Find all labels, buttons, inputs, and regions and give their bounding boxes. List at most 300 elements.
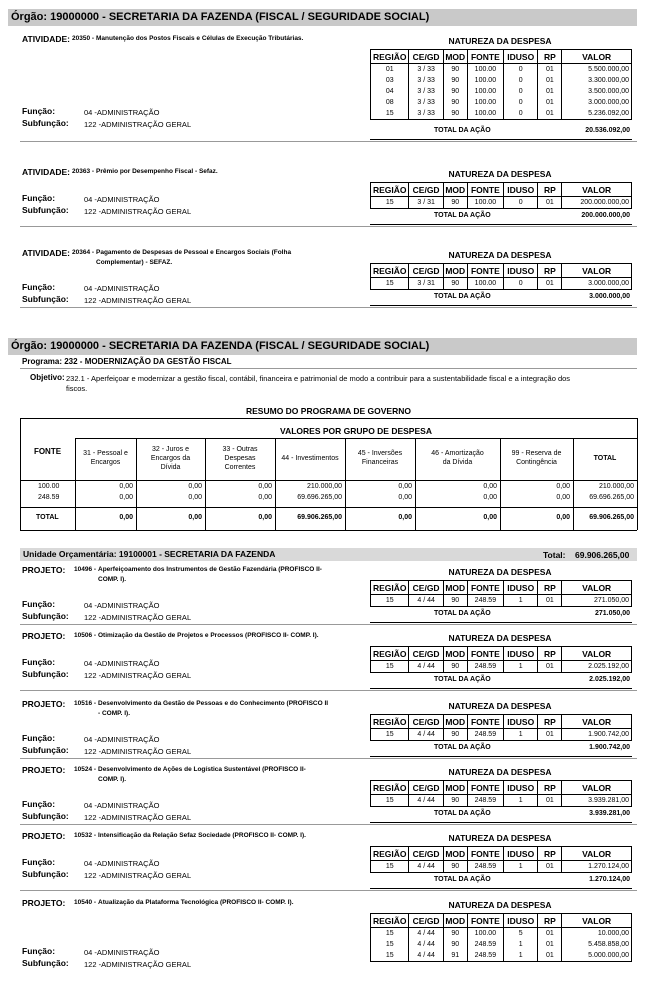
table-cell: 15 — [371, 661, 409, 673]
resumo-cell: 0,00 — [556, 494, 570, 501]
resumo-col-header: TOTAL — [593, 454, 617, 462]
table-cell: 5.000.000,00 — [562, 950, 632, 962]
table-cell: 15 — [371, 939, 409, 950]
total-acao-label: TOTAL DA AÇÃO — [434, 876, 491, 883]
natureza-title: NATUREZA DA DESPESA — [448, 250, 552, 260]
total-acao-value: 1.900.742,00 — [589, 744, 630, 751]
resumo-col-header: Despesas — [224, 454, 256, 462]
table-cell: 01 — [538, 75, 562, 86]
table-cell: 15 — [371, 729, 409, 741]
section-divider — [20, 226, 637, 227]
resumo-cell: 0,00 — [483, 494, 497, 501]
total-acao-label: TOTAL DA AÇÃO — [434, 610, 491, 617]
table-cell: 4 / 44 — [409, 795, 443, 807]
funcao-label: Função: — [22, 282, 56, 292]
funcao-label: Função: — [22, 733, 56, 743]
col-header: RP — [538, 647, 562, 661]
resumo-total-cell: TOTAL — [36, 514, 59, 521]
table-cell: 100.00 — [467, 108, 503, 120]
funcao-label: Função: — [22, 193, 56, 203]
resumo-cell: 0,00 — [258, 494, 272, 501]
resumo-cell: 248.59 — [38, 494, 60, 501]
projeto-code: 10506 - — [74, 632, 97, 639]
subfuncao-value: 122 -ADMINISTRAÇÃO GERAL — [84, 813, 192, 822]
section-divider — [20, 690, 637, 691]
natureza-title: NATUREZA DA DESPESA — [448, 900, 552, 910]
atividade-description: Prêmio por Desempenho Fiscal - Sefaz. — [96, 168, 218, 175]
projeto-description: COMP. I). — [98, 576, 127, 583]
resumo-title: RESUMO DO PROGRAMA DE GOVERNO — [246, 406, 411, 416]
col-header: REGIÃO — [371, 715, 409, 729]
resumo-cell: 0,00 — [119, 494, 133, 501]
table-cell: 3.000.000,00 — [562, 97, 632, 108]
section-divider — [20, 141, 637, 142]
table-row — [371, 795, 632, 807]
total-acao-value: 200.000.000,00 — [581, 212, 630, 219]
resumo-col-header: Dívida — [160, 463, 181, 471]
resumo-cell: 69.696.265,00 — [297, 494, 342, 501]
resumo-cell: 69.696.265,00 — [589, 494, 634, 501]
table-cell: 01 — [538, 197, 562, 209]
column-line — [136, 480, 137, 530]
total-acao-value: 20.536.092,00 — [585, 127, 630, 134]
section-divider — [20, 758, 637, 759]
total-acao-label: TOTAL DA AÇÃO — [434, 676, 491, 683]
table-cell: 15 — [371, 950, 409, 962]
table-cell: 4 / 44 — [409, 939, 443, 950]
resumo-subtitle: VALORES POR GRUPO DE DESPESA — [280, 426, 432, 436]
col-header: VALOR — [562, 647, 632, 661]
table-cell: 100.00 — [467, 197, 503, 209]
resumo-col-header: 31 - Pessoal e — [83, 450, 128, 457]
table-cell: 4 / 44 — [409, 661, 443, 673]
table-cell: 01 — [538, 64, 562, 76]
natureza-table — [370, 846, 632, 873]
projeto-description: Desenvolvimento da Gestão de Pessoas e do Conhecimento (PROFISCO II — [98, 700, 329, 707]
table-cell: 90 — [443, 939, 467, 950]
col-header: VALOR — [562, 715, 632, 729]
table-cell: 4 / 44 — [409, 950, 443, 962]
table-cell: 100.00 — [467, 86, 503, 97]
resumo-col-header: 45 - Inversões — [357, 450, 403, 457]
projeto-description: COMP. I). — [98, 776, 127, 783]
atividade-description: Pagamento de Despesas de Pessoal e Encargos Sociais (Folha — [96, 249, 292, 256]
resumo-cell: 100.00 — [38, 483, 60, 490]
column-line — [275, 480, 276, 530]
table-cell: 15 — [371, 108, 409, 120]
subfuncao-label: Subfunção: — [22, 118, 69, 128]
col-header: CE/GD — [409, 183, 443, 197]
natureza-table — [370, 646, 632, 673]
subfuncao-label: Subfunção: — [22, 294, 69, 304]
total-acao-label: TOTAL DA AÇÃO — [434, 744, 491, 751]
funcao-label: Função: — [22, 657, 56, 667]
resumo-border — [20, 530, 637, 531]
resumo-border — [20, 507, 637, 508]
total-underline — [370, 622, 632, 623]
table-cell: 100.00 — [467, 75, 503, 86]
projeto-description: Otimização da Gestão de Projetos e Processos (PROFISCO II- COMP. I). — [98, 632, 319, 639]
resumo-cell: 210.000,00 — [598, 483, 634, 490]
resumo-total-cell: 0,00 — [556, 514, 570, 521]
funcao-value: 04 -ADMINISTRAÇÃO — [84, 801, 160, 810]
table-cell: 100.00 — [467, 64, 503, 76]
total-acao-value: 2.025.192,00 — [589, 676, 630, 683]
resumo-col-header: Encargos da — [150, 454, 191, 462]
table-cell: 90 — [443, 64, 467, 76]
table-cell: 0 — [504, 108, 538, 120]
projeto-code: 10540 - — [74, 899, 97, 906]
projeto-label: PROJETO: — [22, 631, 66, 641]
resumo-total-cell: 0,00 — [483, 514, 497, 521]
table-row — [371, 278, 632, 290]
table-cell: 4 / 44 — [409, 861, 443, 873]
table-cell: 03 — [371, 75, 409, 86]
table-cell: 0 — [504, 64, 538, 76]
resumo-cell: 0,00 — [258, 483, 272, 490]
col-header: VALOR — [562, 847, 632, 861]
subfuncao-value: 122 -ADMINISTRAÇÃO GERAL — [84, 960, 192, 969]
table-cell: 90 — [443, 729, 467, 741]
natureza-table — [370, 182, 632, 209]
subfuncao-value: 122 -ADMINISTRAÇÃO GERAL — [84, 671, 192, 680]
resumo-total-cell: 69.906.265,00 — [589, 514, 634, 521]
col-header: MOD — [443, 50, 467, 64]
projeto-description: Atualização da Plataforma Tecnológica (PROFISCO II- COMP. I). — [98, 899, 294, 906]
table-cell: 3.939.281,00 — [562, 795, 632, 807]
resumo-col-header: da Dívida — [442, 459, 473, 466]
total-acao-value: 1.270.124,00 — [589, 876, 630, 883]
table-cell: 08 — [371, 97, 409, 108]
objetivo-text: 232.1 - Aperfeiçoar e modernizar a gestão fiscal, contábil, financeira e patrimonial de modo a contribuir para a sustentabilidade fiscal e a integração dos — [66, 374, 571, 383]
unidade-title: Unidade Orçamentária: 19100001 - SECRETARIA DA FAZENDA — [23, 549, 276, 559]
table-cell: 3 / 33 — [409, 75, 443, 86]
projeto-code: 10496 - — [74, 566, 97, 573]
col-header: MOD — [443, 914, 467, 928]
table-row — [371, 928, 632, 940]
natureza-title: NATUREZA DA DESPESA — [448, 36, 552, 46]
natureza-table — [370, 49, 632, 120]
column-line — [20, 418, 21, 530]
col-header: MOD — [443, 647, 467, 661]
col-header: MOD — [443, 183, 467, 197]
table-cell: 248.59 — [467, 795, 503, 807]
col-header: RP — [538, 914, 562, 928]
col-header: REGIÃO — [371, 264, 409, 278]
table-cell: 01 — [538, 97, 562, 108]
col-header: FONTE — [467, 914, 503, 928]
subfuncao-label: Subfunção: — [22, 205, 69, 215]
col-header: RP — [538, 781, 562, 795]
total-underline — [370, 139, 632, 140]
natureza-table — [370, 263, 632, 290]
funcao-value: 04 -ADMINISTRAÇÃO — [84, 659, 160, 668]
table-cell: 90 — [443, 661, 467, 673]
resumo-cell: 0,00 — [398, 494, 412, 501]
col-header: IDUSO — [504, 647, 538, 661]
table-cell: 01 — [538, 795, 562, 807]
table-row — [371, 861, 632, 873]
col-header: FONTE — [467, 183, 503, 197]
table-cell: 90 — [443, 861, 467, 873]
table-row — [371, 86, 632, 97]
col-header: FONTE — [467, 50, 503, 64]
table-cell: 5.458.858,00 — [562, 939, 632, 950]
resumo-cell: 0,00 — [483, 483, 497, 490]
total-acao-label: TOTAL DA AÇÃO — [434, 293, 491, 300]
atividade-code: 20364 - — [72, 249, 95, 256]
col-header: IDUSO — [504, 264, 538, 278]
table-cell: 2.025.192,00 — [562, 661, 632, 673]
subfuncao-value: 122 -ADMINISTRAÇÃO GERAL — [84, 120, 192, 129]
natureza-title: NATUREZA DA DESPESA — [448, 169, 552, 179]
atividade-code: 20350 - — [72, 35, 95, 42]
table-cell: 248.59 — [467, 661, 503, 673]
subfuncao-value: 122 -ADMINISTRAÇÃO GERAL — [84, 613, 192, 622]
table-cell: 3.300.000,00 — [562, 75, 632, 86]
atividade-label: ATIVIDADE: — [22, 248, 71, 258]
projeto-label: PROJETO: — [22, 898, 66, 908]
projeto-description: Desenvolvimento de Ações de Logística Sustentável (PROFISCO II- — [98, 766, 306, 773]
col-header: REGIÃO — [371, 914, 409, 928]
table-cell: 01 — [538, 950, 562, 962]
table-cell: 90 — [443, 795, 467, 807]
resumo-cell: 0,00 — [556, 483, 570, 490]
orgao-header: Órgão: 19000000 - SECRETARIA DA FAZENDA (FISCAL / SEGURIDADE SOCIAL) — [8, 338, 637, 355]
table-cell: 90 — [443, 928, 467, 940]
projeto-description: Intensificação da Relação Sefaz Sociedade (PROFISCO II- COMP. I). — [98, 832, 306, 839]
column-line — [415, 480, 416, 530]
subfuncao-label: Subfunção: — [22, 669, 69, 679]
resumo-total-cell: 69.906.265,00 — [297, 514, 342, 521]
table-cell: 4 / 44 — [409, 928, 443, 940]
objetivo-label: Objetivo: — [30, 373, 65, 382]
col-header: REGIÃO — [371, 847, 409, 861]
projeto-description: - COMP. I). — [98, 710, 131, 717]
col-header: IDUSO — [504, 183, 538, 197]
resumo-cell: 0,00 — [188, 494, 202, 501]
table-cell: 248.59 — [467, 729, 503, 741]
col-header: RP — [538, 715, 562, 729]
table-cell: 5.500.000,00 — [562, 64, 632, 76]
subfuncao-label: Subfunção: — [22, 869, 69, 879]
resumo-total-cell: 0,00 — [119, 514, 133, 521]
resumo-col-header: 33 - Outras — [222, 445, 258, 453]
projeto-label: PROJETO: — [22, 831, 66, 841]
funcao-value: 04 -ADMINISTRAÇÃO — [84, 601, 160, 610]
table-cell: 04 — [371, 86, 409, 97]
section-divider — [20, 824, 637, 825]
funcao-label: Função: — [22, 106, 56, 116]
col-header: RP — [538, 183, 562, 197]
funcao-label: Função: — [22, 799, 56, 809]
table-cell: 01 — [371, 64, 409, 76]
col-header: FONTE — [467, 264, 503, 278]
col-header: MOD — [443, 581, 467, 595]
table-cell: 90 — [443, 278, 467, 290]
col-header: MOD — [443, 847, 467, 861]
section-divider — [20, 307, 637, 308]
table-cell: 90 — [443, 595, 467, 607]
natureza-title: NATUREZA DA DESPESA — [448, 767, 552, 777]
table-row — [371, 197, 632, 209]
col-header: REGIÃO — [371, 183, 409, 197]
column-line — [345, 480, 346, 530]
table-cell: 4 / 44 — [409, 729, 443, 741]
table-cell: 0 — [504, 86, 538, 97]
total-acao-value: 3.939.281,00 — [589, 810, 630, 817]
col-header: FONTE — [467, 781, 503, 795]
subfuncao-value: 122 -ADMINISTRAÇÃO GERAL — [84, 207, 192, 216]
table-cell: 90 — [443, 75, 467, 86]
col-header: VALOR — [562, 914, 632, 928]
table-cell: 248.59 — [467, 595, 503, 607]
col-header: VALOR — [562, 264, 632, 278]
table-cell: 01 — [538, 595, 562, 607]
column-line — [637, 480, 638, 530]
col-header: IDUSO — [504, 847, 538, 861]
table-cell: 248.59 — [467, 939, 503, 950]
table-row — [371, 661, 632, 673]
table-cell: 1.270.124,00 — [562, 861, 632, 873]
col-header: VALOR — [562, 781, 632, 795]
table-row — [371, 64, 632, 76]
col-header: FONTE — [467, 847, 503, 861]
col-header: CE/GD — [409, 715, 443, 729]
table-cell: 3 / 31 — [409, 197, 443, 209]
table-cell: 5.236.092,00 — [562, 108, 632, 120]
funcao-label: Função: — [22, 946, 56, 956]
projeto-label: PROJETO: — [22, 699, 66, 709]
funcao-label: Função: — [22, 857, 56, 867]
resumo-border — [75, 438, 637, 439]
table-cell: 3 / 31 — [409, 278, 443, 290]
col-header: VALOR — [562, 581, 632, 595]
funcao-value: 04 -ADMINISTRAÇÃO — [84, 735, 160, 744]
col-header: FONTE — [467, 715, 503, 729]
projeto-code: 10516 - — [74, 700, 97, 707]
subfuncao-value: 122 -ADMINISTRAÇÃO GERAL — [84, 296, 192, 305]
total-acao-label: TOTAL DA AÇÃO — [434, 127, 491, 134]
col-header: CE/GD — [409, 581, 443, 595]
col-header: CE/GD — [409, 264, 443, 278]
col-header: REGIÃO — [371, 647, 409, 661]
table-cell: 1 — [504, 795, 538, 807]
natureza-table — [370, 714, 632, 741]
column-line — [500, 480, 501, 530]
natureza-title: NATUREZA DA DESPESA — [448, 833, 552, 843]
divider — [20, 368, 637, 369]
table-cell: 1 — [504, 861, 538, 873]
table-cell: 3.000.000,00 — [562, 278, 632, 290]
table-cell: 3 / 33 — [409, 108, 443, 120]
table-cell: 0 — [504, 278, 538, 290]
table-cell: 01 — [538, 661, 562, 673]
col-header: MOD — [443, 715, 467, 729]
resumo-cell: 0,00 — [398, 483, 412, 490]
natureza-table — [370, 780, 632, 807]
resumo-border — [20, 418, 637, 419]
table-cell: 90 — [443, 108, 467, 120]
funcao-value: 04 -ADMINISTRAÇÃO — [84, 284, 160, 293]
subfuncao-value: 122 -ADMINISTRAÇÃO GERAL — [84, 871, 192, 880]
col-header: REGIÃO — [371, 581, 409, 595]
resumo-fonte-label: FONTE — [33, 447, 62, 456]
table-cell: 3.500.000,00 — [562, 86, 632, 97]
table-cell: 01 — [538, 928, 562, 940]
section-divider — [20, 890, 637, 891]
col-header: IDUSO — [504, 715, 538, 729]
unidade-total-value: 69.906.265,00 — [575, 550, 630, 560]
table-cell: 100.00 — [467, 278, 503, 290]
col-header: RP — [538, 50, 562, 64]
table-cell: 3 / 33 — [409, 64, 443, 76]
table-cell: 15 — [371, 795, 409, 807]
resumo-col-header: 32 - Juros e — [152, 445, 189, 453]
table-row — [371, 75, 632, 86]
col-header: CE/GD — [409, 914, 443, 928]
table-cell: 01 — [538, 729, 562, 741]
total-underline — [370, 756, 632, 757]
projeto-description: Aperfeiçoamento dos Instrumentos de Gestão Fazendária (PROFISCO II- — [98, 566, 322, 573]
col-header: VALOR — [562, 183, 632, 197]
atividade-label: ATIVIDADE: — [22, 167, 71, 177]
table-cell: 01 — [538, 86, 562, 97]
projeto-code: 10524 - — [74, 766, 97, 773]
funcao-value: 04 -ADMINISTRAÇÃO — [84, 859, 160, 868]
table-cell: 1 — [504, 950, 538, 962]
section-divider — [20, 624, 637, 625]
column-line — [205, 480, 206, 530]
atividade-label: ATIVIDADE: — [22, 34, 71, 44]
total-underline — [370, 822, 632, 823]
resumo-total-cell: 0,00 — [258, 514, 272, 521]
resumo-col-header: Correntes — [224, 463, 256, 471]
projeto-code: 10532 - — [74, 832, 97, 839]
funcao-label: Função: — [22, 599, 56, 609]
subfuncao-label: Subfunção: — [22, 958, 69, 968]
table-cell: 15 — [371, 278, 409, 290]
col-header: CE/GD — [409, 781, 443, 795]
col-header: IDUSO — [504, 781, 538, 795]
subfuncao-label: Subfunção: — [22, 611, 69, 621]
table-cell: 5 — [504, 928, 538, 940]
orgao-header: Órgão: 19000000 - SECRETARIA DA FAZENDA (FISCAL / SEGURIDADE SOCIAL) — [8, 9, 637, 26]
resumo-total-cell: 0,00 — [188, 514, 202, 521]
funcao-value: 04 -ADMINISTRAÇÃO — [84, 108, 160, 117]
total-underline — [370, 224, 632, 225]
col-header: IDUSO — [504, 50, 538, 64]
natureza-table — [370, 580, 632, 607]
table-cell: 90 — [443, 86, 467, 97]
total-underline — [370, 888, 632, 889]
subfuncao-label: Subfunção: — [22, 811, 69, 821]
natureza-title: NATUREZA DA DESPESA — [448, 633, 552, 643]
total-underline — [370, 688, 632, 689]
table-cell: 91 — [443, 950, 467, 962]
subfuncao-value: 122 -ADMINISTRAÇÃO GERAL — [84, 747, 192, 756]
table-cell: 01 — [538, 108, 562, 120]
resumo-col-header: 99 - Reserva de — [511, 450, 562, 457]
atividade-code: 20363 - — [72, 168, 95, 175]
resumo-col-header: Encargos — [90, 459, 121, 466]
resumo-cell: 0,00 — [188, 483, 202, 490]
table-cell: 248.59 — [467, 950, 503, 962]
table-row — [371, 97, 632, 108]
table-cell: 1 — [504, 595, 538, 607]
col-header: MOD — [443, 781, 467, 795]
natureza-table — [370, 913, 632, 962]
